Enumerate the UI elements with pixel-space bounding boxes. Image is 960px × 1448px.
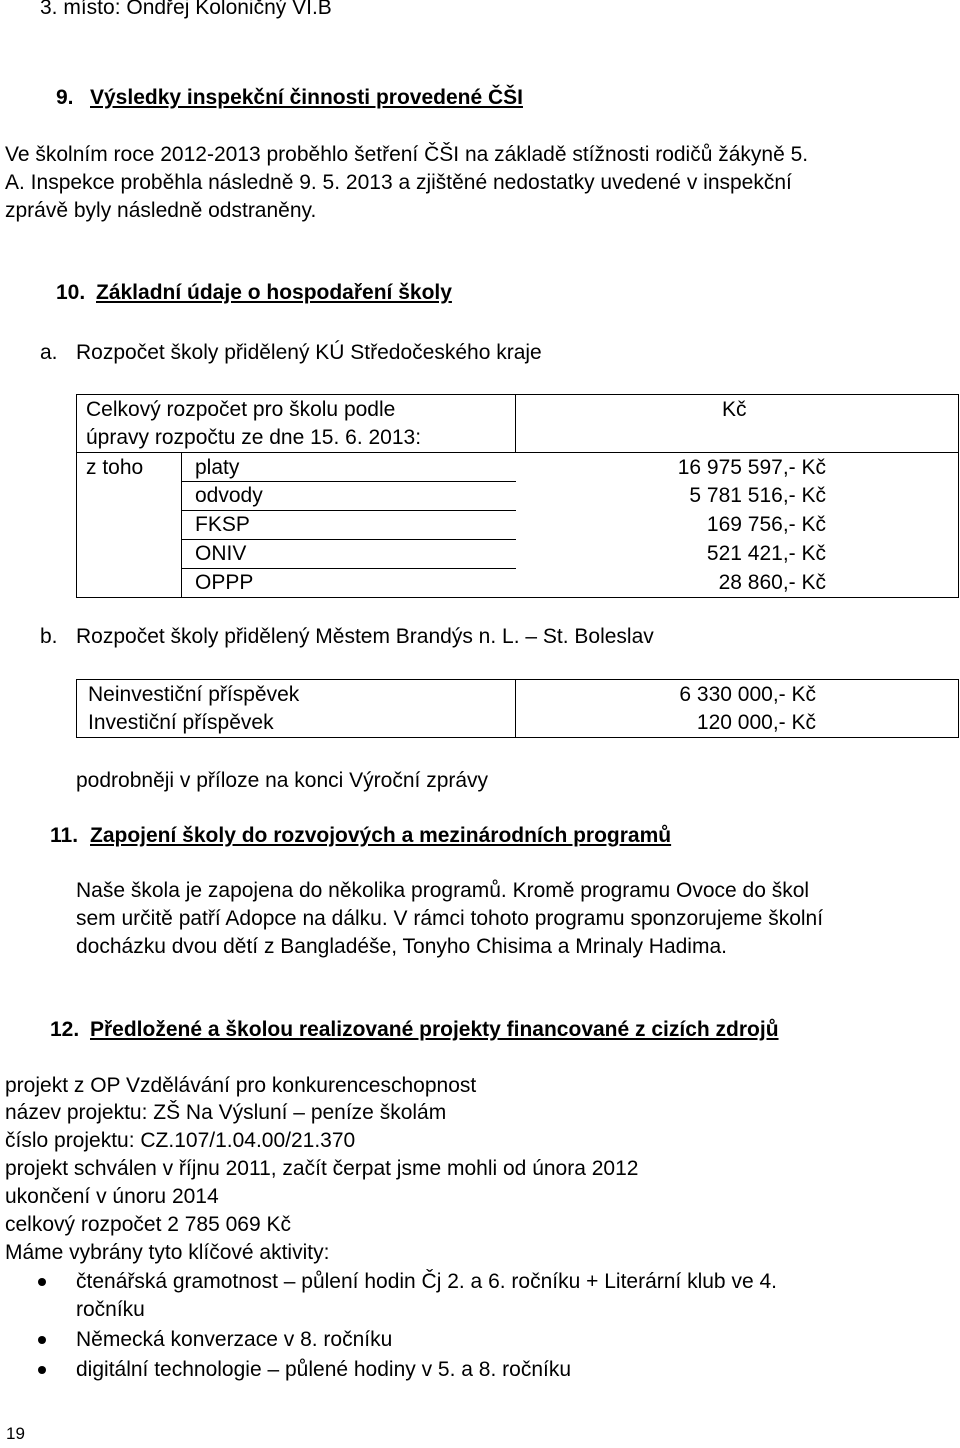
section-11-heading-number: 11. — [50, 824, 79, 847]
budget-row-label: OPPP — [195, 571, 254, 594]
section-12-heading: Předložené a školou realizované projekty financované z cizích zdrojů — [90, 1018, 779, 1041]
subsection-b-title: Rozpočet školy přidělený Městem Brandýs n. L. – St. Boleslav — [76, 625, 654, 648]
project-info-line: Máme vybrány tyto klíčové aktivity: — [5, 1241, 330, 1264]
contribution-value: 120 000,- Kč — [696, 711, 816, 734]
list-item: čtenářská gramotnost – půlení hodin Čj 2. a 6. ročníku + Literární klub ve 4. — [76, 1270, 777, 1293]
budget-header-unit: Kč — [722, 398, 747, 421]
page-number: 19 — [6, 1424, 25, 1443]
section-12-heading-number: 12. — [50, 1018, 80, 1041]
section-9-heading: Výsledky inspekční činnosti provedené ČŠI — [90, 86, 523, 109]
list-item: Německá konverzace v 8. ročníku — [76, 1328, 393, 1351]
section-11-text-line: sem určitě patří Adopce na dálku. V rámci tohoto programu sponzorujeme školní — [76, 907, 824, 930]
budget-row-value: 5 781 516,- Kč — [689, 484, 826, 507]
section-10-heading: Základní údaje o hospodaření školy — [96, 281, 452, 304]
subsection-b-label: b. — [40, 625, 58, 648]
section-10-heading-number: 10. — [56, 281, 86, 304]
project-info-line: ukončení v únoru 2014 — [5, 1185, 219, 1208]
budget-row-value: 16 975 597,- Kč — [677, 456, 826, 479]
project-info-line: projekt z OP Vzdělávání pro konkurenceschopnost — [5, 1074, 477, 1097]
list-item-continuation: ročníku — [76, 1298, 145, 1321]
bullet-icon — [38, 1336, 46, 1344]
project-info-line: název projektu: ZŠ Na Výsluní – peníze školám — [5, 1101, 447, 1124]
section-9-text-line: zprávě byly následně odstraněny. — [5, 199, 317, 222]
annual-report-note: podrobněji v příloze na konci Výroční zprávy — [76, 769, 489, 792]
budget-row-label: FKSP — [195, 513, 250, 536]
section-11-heading: Zapojení školy do rozvojových a mezinárodních programů — [90, 824, 672, 847]
list-item: digitální technologie – půlené hodiny v 5. a 8. ročníku — [76, 1358, 572, 1381]
top-line: 3. místo: Ondřej Koloničný VI.B — [40, 0, 332, 19]
budget-row-value: 28 860,- Kč — [718, 571, 826, 594]
subsection-a-title: Rozpočet školy přidělený KÚ Středočeského kraje — [76, 341, 542, 364]
contribution-label: Investiční příspěvek — [88, 711, 274, 734]
section-9-text-line: Ve školním roce 2012-2013 proběhlo šetření ČŠI na základě stížnosti rodičů žákyně 5. — [5, 143, 809, 166]
budget-group-label: z toho — [86, 456, 144, 479]
bullet-icon — [38, 1278, 46, 1286]
contribution-label: Neinvestiční příspěvek — [88, 683, 300, 706]
bullet-icon — [38, 1366, 46, 1374]
budget-row-label: ONIV — [195, 542, 247, 565]
section-9-heading-number: 9. — [56, 86, 74, 109]
contribution-value: 6 330 000,- Kč — [679, 683, 816, 706]
budget-header-line: úpravy rozpočtu ze dne 15. 6. 2013: — [86, 426, 422, 449]
budget-row-label: odvody — [195, 484, 263, 507]
project-info-line: projekt schválen v říjnu 2011, začít čerpat jsme mohli od února 2012 — [5, 1157, 639, 1180]
budget-row-value: 521 421,- Kč — [706, 542, 826, 565]
project-info-line: celkový rozpočet 2 785 069 Kč — [5, 1213, 292, 1236]
subsection-a-label: a. — [40, 341, 58, 364]
project-info-line: číslo projektu: CZ.107/1.04.00/21.370 — [5, 1129, 356, 1152]
section-11-text-line: Naše škola je zapojena do několika programů. Kromě programu Ovoce do škol — [76, 879, 810, 902]
section-9-text-line: A. Inspekce proběhla následně 9. 5. 2013 a zjištěné nedostatky uvedené v inspekční — [5, 171, 792, 194]
section-11-text-line: docházku dvou dětí z Bangladéše, Tonyho Chisima a Mrinaly Hadima. — [76, 935, 727, 958]
budget-header-line: Celkový rozpočet pro školu podle — [86, 398, 396, 421]
budget-row-value: 169 756,- Kč — [706, 513, 826, 536]
budget-row-label: platy — [195, 456, 240, 479]
